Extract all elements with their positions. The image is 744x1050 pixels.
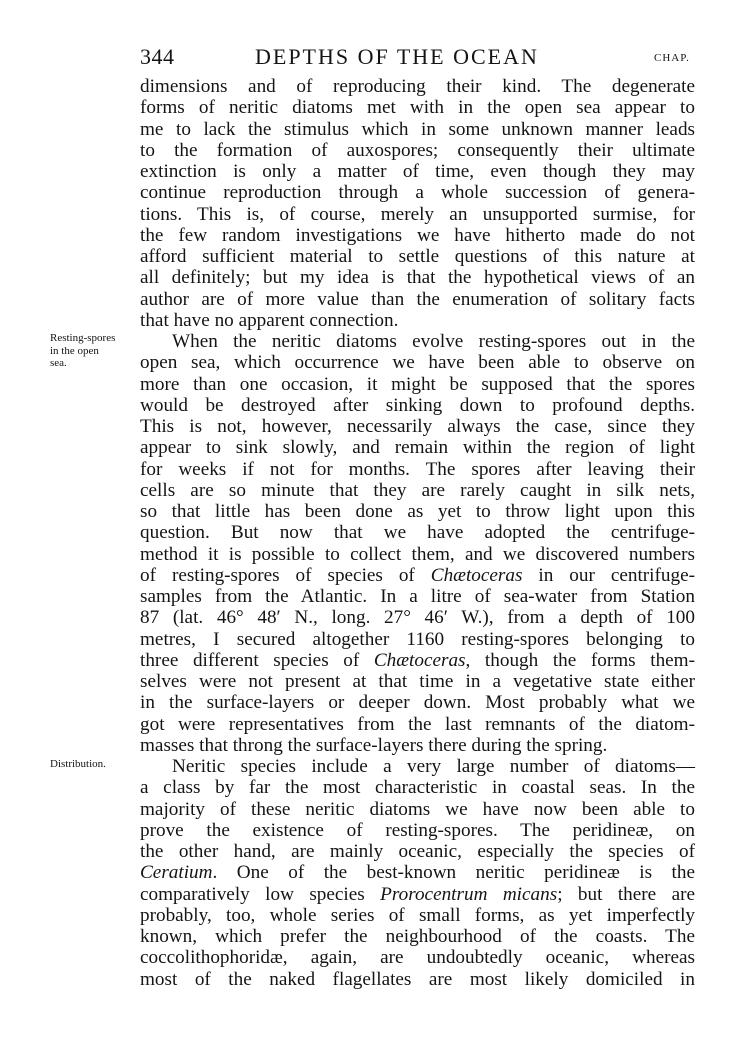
chapter-abbrev: CHAP. bbox=[654, 52, 690, 64]
text-line: This is not, however, necessarily always the case, since they bbox=[140, 416, 695, 437]
running-header bbox=[0, 44, 744, 74]
text-line: forms of neritic diatoms met with in the open sea appear to bbox=[140, 97, 695, 119]
text-line: majority of these neritic diatoms we have now been able to bbox=[140, 798, 695, 820]
text-line: the other hand, are mainly oceanic, especially the species of bbox=[140, 841, 695, 862]
text-line: dimensions and of reproducing their kind. The degenerate bbox=[140, 76, 695, 97]
text-line: got were representatives from the last remnants of the diatom- bbox=[140, 713, 695, 735]
text-line: Ceratium. One of the best-known neritic peridineæ is the bbox=[140, 862, 695, 884]
text-line: 87 (lat. 46° 48′ N., long. 27° 46′ W.), from a depth of 100 bbox=[140, 607, 695, 629]
text-line: prove the existence of resting-spores. The peridineæ, on bbox=[140, 819, 695, 841]
text-line: a class by far the most characteristic in coastal seas. In the bbox=[140, 777, 695, 799]
text-line: to the formation of auxospores; consequently their ultimate bbox=[140, 139, 695, 161]
margin-note-line: in the open bbox=[50, 344, 99, 357]
text-line: When the neritic diatoms evolve resting-spores out in the bbox=[172, 331, 695, 352]
text-line: appear to sink slowly, and remain within the region of light bbox=[140, 437, 695, 459]
margin-note-distribution bbox=[50, 758, 136, 771]
text-line: more than one occasion, it might be supposed that the spores bbox=[140, 373, 695, 395]
text-line: cells are so minute that they are rarely caught in silk nets, bbox=[140, 479, 695, 501]
running-title: DEPTHS OF THE OCEAN bbox=[255, 44, 539, 69]
text-line: continue reproduction through a whole succession of genera- bbox=[140, 182, 695, 204]
text-line: samples from the Atlantic. In a litre of sea-water from Station bbox=[140, 586, 695, 607]
margin-note-resting-spores bbox=[50, 332, 136, 370]
margin-note-line: sea. bbox=[50, 357, 67, 369]
text-line: would be destroyed after sinking down to profound depths. bbox=[140, 394, 695, 416]
text-line: Neritic species include a very large number of diatoms— bbox=[172, 756, 695, 777]
text-line: comparatively low species Prorocentrum micans; but there are bbox=[140, 883, 696, 905]
margin-note-line: Distribution. bbox=[50, 758, 106, 770]
text-line: open sea, which occurrence we have been able to observe on bbox=[140, 352, 695, 374]
text-line: most of the naked flagellates are most likely domiciled in bbox=[140, 968, 695, 990]
text-line: metres, I secured altogether 1160 resting-spores belonging to bbox=[140, 628, 695, 650]
text-line: tions. This is, of course, merely an unsupported surmise, for bbox=[140, 203, 695, 225]
text-line: all definitely; but my idea is that the hypothetical views of an bbox=[140, 267, 695, 289]
text-line: me to lack the stimulus which in some unknown manner leads bbox=[140, 118, 695, 140]
italic-term: Chætoceras bbox=[373, 649, 466, 671]
text-line: probably, too, whole series of small forms, as yet imperfectly bbox=[140, 904, 695, 926]
text-line: for weeks if not for months. The spores after leaving their bbox=[140, 458, 695, 480]
italic-term: Chætoceras bbox=[430, 564, 523, 586]
text-line: method it is possible to collect them, and we discovered numbers bbox=[140, 543, 695, 565]
text-line: coccolithophoridæ, again, are undoubtedly oceanic, whereas bbox=[140, 947, 695, 969]
text-line: of resting-spores of species of Chætoceras in our centrifuge- bbox=[140, 564, 695, 586]
text-line: known, which prefer the neighbourhood of the coasts. The bbox=[140, 926, 695, 947]
text-line: so that little has been done as yet to throw light upon this bbox=[140, 501, 695, 522]
text-line: author are of more value than the enumeration of solitary facts bbox=[140, 288, 695, 310]
italic-term: Ceratium bbox=[140, 862, 213, 884]
text-line: three different species of Chætoceras, though the forms them- bbox=[140, 649, 695, 671]
text-line: in the surface-layers or deeper down. Most probably what we bbox=[140, 692, 695, 714]
text-line: extinction is only a matter of time, even though they may bbox=[140, 161, 695, 182]
margin-note-line: Resting-spores bbox=[50, 332, 116, 344]
text-line: the few random investigations we have hitherto made do not bbox=[140, 224, 695, 246]
page-number: 344 bbox=[140, 44, 175, 69]
text-line: selves were not present at that time in a vegetative state either bbox=[140, 671, 695, 692]
text-line: question. But now that we have adopted the centrifuge- bbox=[140, 522, 695, 544]
text-line: that have no apparent connection. bbox=[140, 309, 399, 331]
italic-term: Prorocentrum micans bbox=[380, 883, 558, 905]
text-line: afford sufficient material to settle questions of this nature at bbox=[140, 246, 695, 267]
text-line: masses that throng the surface-layers there during the spring. bbox=[140, 734, 608, 756]
body-text bbox=[140, 76, 695, 990]
